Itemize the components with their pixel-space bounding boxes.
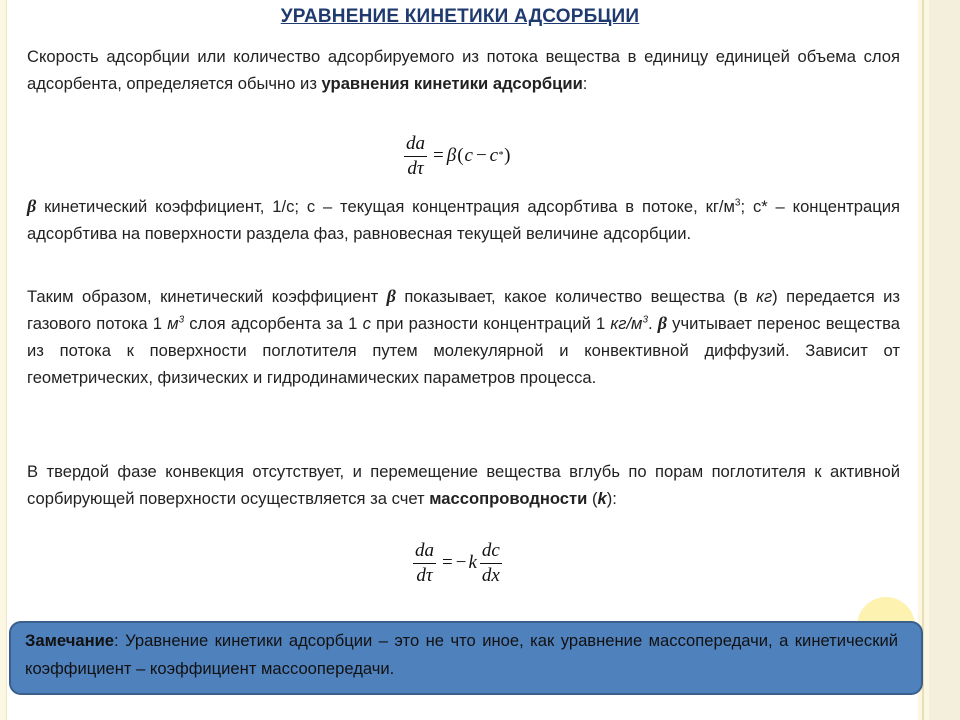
variable-k: k <box>597 489 607 508</box>
close-paren: ) <box>504 145 511 166</box>
derivative-da-dtau <box>413 540 436 587</box>
coefficient-text: Таким образом, кинетический коэффициент <box>27 287 387 306</box>
intro-paragraph <box>27 43 900 97</box>
fraction-denominator: dτ <box>416 564 433 586</box>
note-label: Замечание <box>25 631 115 650</box>
intro-bold-term: уравнения кинетики адсорбции <box>321 74 583 93</box>
unit-second: с <box>362 314 371 333</box>
note-text <box>25 627 898 683</box>
coefficient-text: . <box>648 314 658 333</box>
coefficient-text: при разности концентраций 1 <box>370 314 611 333</box>
unit-kg-per-m3: кг/м <box>610 314 643 333</box>
paren-close: ): <box>606 489 617 508</box>
minus-sign: − <box>455 552 467 573</box>
beta-symbol: β <box>446 145 457 166</box>
kinetics-equation: $\frac{da}{d\tau}$ = β ( c − c * ) <box>406 132 511 179</box>
slide-title: УРАВНЕНИЕ КИНЕТИКИ АДСОРБЦИИ <box>280 6 640 27</box>
coefficient-text: слоя адсорбента за 1 <box>184 314 363 333</box>
intro-text: Скорость адсорбции или количество адсорбируемого из потока вещества в единицу единицей объема слоя адсорбента, определяется обычно из <box>27 47 900 93</box>
fraction-numerator: dc <box>480 540 502 564</box>
mass-conductivity-equation <box>410 532 505 594</box>
variable-c-star: c <box>489 145 499 166</box>
coefficient-text: учитывает перенос вещества из потока к поверхности поглотителя путем молекулярной и конвективной диффузий. Зависит от геометрических, физических и гидродинамических параметров процесса. <box>27 314 900 387</box>
mass-conductivity-term: массопроводности <box>429 489 588 508</box>
derivative-da-dtau <box>404 133 427 180</box>
definitions-paragraph <box>27 193 900 247</box>
coefficient-text: ) передается из газового потока 1 <box>27 287 900 333</box>
derivative-dc-dx <box>480 540 502 587</box>
variable-k: k <box>468 552 477 573</box>
cube-superscript: 3 <box>734 197 741 209</box>
definitions-tail: ; c* – концентрация адсорбтива на поверхности раздела фаз, равновесная текущей величине адсорбции. <box>27 197 900 243</box>
unit-m3: м <box>167 314 179 333</box>
cube-superscript: 3 <box>642 314 648 326</box>
beta-symbol: β <box>386 286 396 306</box>
paren-open: ( <box>587 489 598 508</box>
fraction-denominator: dx <box>481 564 500 586</box>
cube-superscript: 3 <box>178 314 185 326</box>
mass-conductivity-paragraph <box>27 458 900 512</box>
coefficient-paragraph <box>27 283 900 391</box>
mass-conductivity-text: В твердой фазе конвекция отсутствует, и перемещение вещества вглубь по порам поглотителя к активной сорбирующей поверхности осуществляется за счет <box>27 462 900 508</box>
definitions-text: кинетический коэффициент, 1/с; c – текущая концентрация адсорбтива в потоке, кг/м <box>36 197 735 216</box>
variable-c: c <box>464 145 473 166</box>
fraction-numerator: da <box>404 133 427 157</box>
unit-kg: кг <box>756 287 773 306</box>
beta-symbol: β <box>27 196 37 216</box>
beta-symbol: β <box>657 313 667 333</box>
open-paren: ( <box>457 145 464 166</box>
fraction-denominator: dτ <box>407 157 424 179</box>
right-frame-line <box>922 0 924 720</box>
note-body: : Уравнение кинетики адсорбции – это не что иное, как уравнение массопередачи, а кинетический коэффициент – коэффициент массоопередачи. <box>25 631 898 678</box>
fraction-numerator: da <box>413 540 436 564</box>
equals-sign: = <box>442 552 453 573</box>
minus-sign: − <box>475 145 487 166</box>
equals-sign: = <box>433 145 444 166</box>
right-frame-panel <box>929 0 960 720</box>
left-frame-border <box>0 0 7 720</box>
intro-tail: : <box>582 74 588 93</box>
coefficient-text: показывает, какое количество вещества (в <box>395 287 757 306</box>
